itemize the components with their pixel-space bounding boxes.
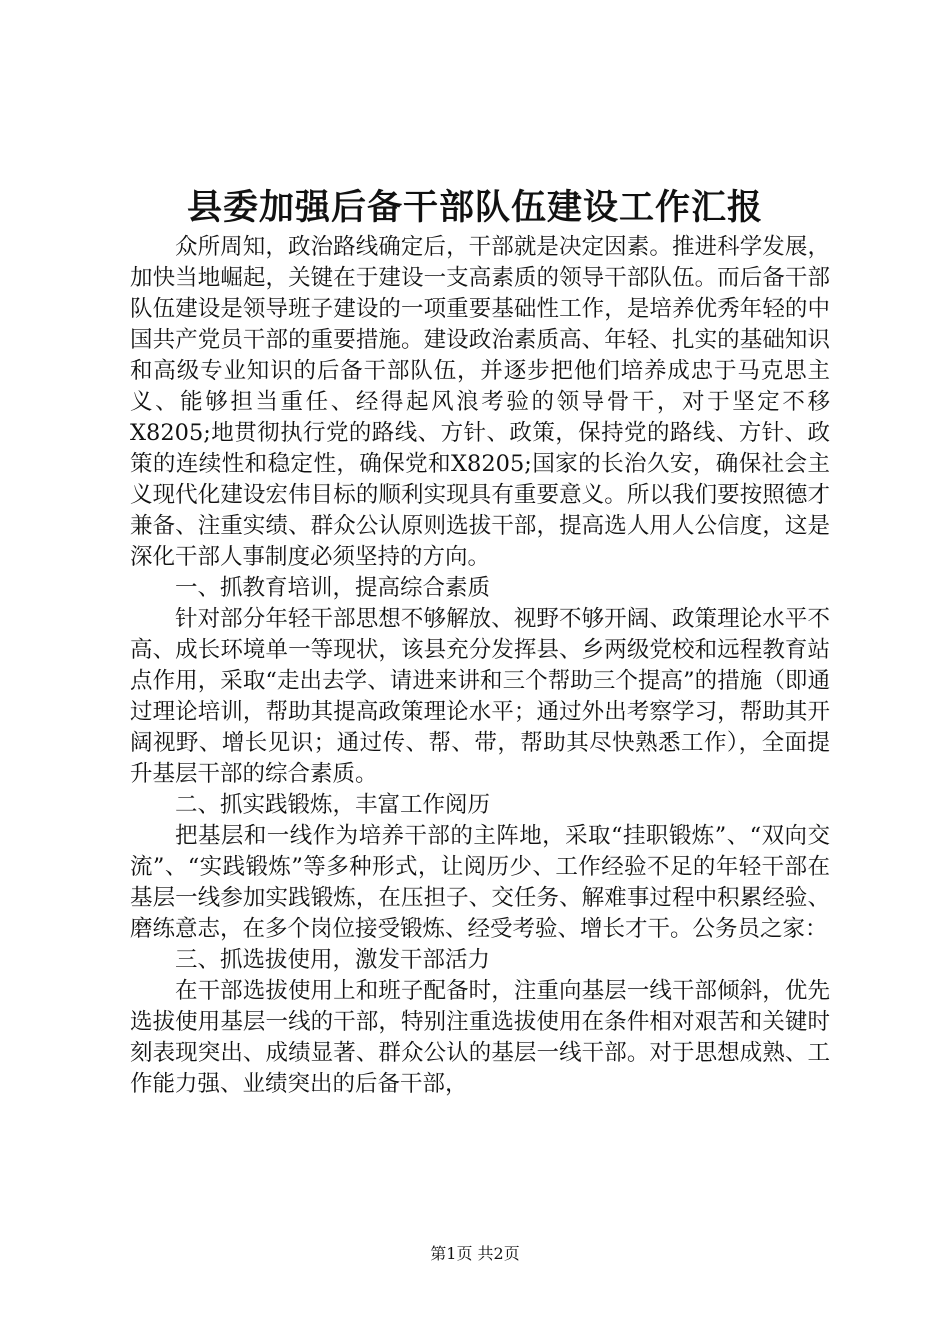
section-heading-2: 二、抓实践锻炼，丰富工作阅历 — [175, 792, 491, 818]
page-number: 第1页 共2页 — [430, 1244, 520, 1263]
section-heading-3: 三、抓选拔使用，激发干部活力 — [175, 947, 491, 973]
paragraph-section-1: 针对部分年轻干部思想不够解放、视野不够开阔、政策理论水平不高、成长环境单一等现状，该县充分发挥县、乡两级党校和远程教育站点作用，采取“走出去学、请进来讲和三个帮助三个提高”的措施（即通过理论培训，帮助其提高政策理论水平；通过外出考察学习，帮助其开阔视野、增长见识；通过传、帮、带，帮助其尽快熟悉工作），全面提升基层干部的综合素质。 — [130, 606, 830, 787]
paragraph-intro: 众所周知，政治路线确定后，干部就是决定因素。推进科学发展，加快当地崛起，关键在于建设一支高素质的领导干部队伍。而后备干部队伍建设是领导班子建设的一项重要基础性工作，是培养优秀年轻的中国共产党员干部的重要措施。建设政治素质高、年轻、扎实的基础知识和高级专业知识的后备干部队伍，并逐步把他们培养成忠于马克思主义、能够担当重任、经得起风浪考验的领导骨干，对于坚定不移X8205;地贯彻执行党的路线、方针、政策，保持党的路线、方针、政策的连续性和稳定性，确保党和X8205;国家的长治久安，确保社会主义现代化建设宏伟目标的顺利实现具有重要意义。所以我们要按照德才兼备、注重实绩、群众公认原则选拔干部，提高选人用人公信度，这是深化干部人事制度必须坚持的方向。 — [130, 234, 830, 570]
paragraph-section-3: 在干部选拔使用上和班子配备时，注重向基层一线干部倾斜，优先选拔使用基层一线的干部，特别注重选拔使用在条件相对艰苦和关键时刻表现突出、成绩显著、群众公认的基层一线干部。对于思想成熟、工作能力强、业绩突出的后备干部， — [130, 978, 830, 1097]
paragraph-section-2: 把基层和一线作为培养干部的主阵地，采取“挂职锻炼”、“双向交流”、“实践锻炼”等多种形式，让阅历少、工作经验不足的年轻干部在基层一线参加实践锻炼，在压担子、交任务、解难事过程中积累经验、磨练意志，在多个岗位接受锻炼、经受考验、增长才干。公务员之家： — [130, 823, 830, 942]
section-heading-1: 一、抓教育培训，提高综合素质 — [175, 575, 491, 601]
document-body — [130, 232, 830, 1100]
document-title: 县委加强后备干部队伍建设工作汇报 — [186, 187, 763, 228]
